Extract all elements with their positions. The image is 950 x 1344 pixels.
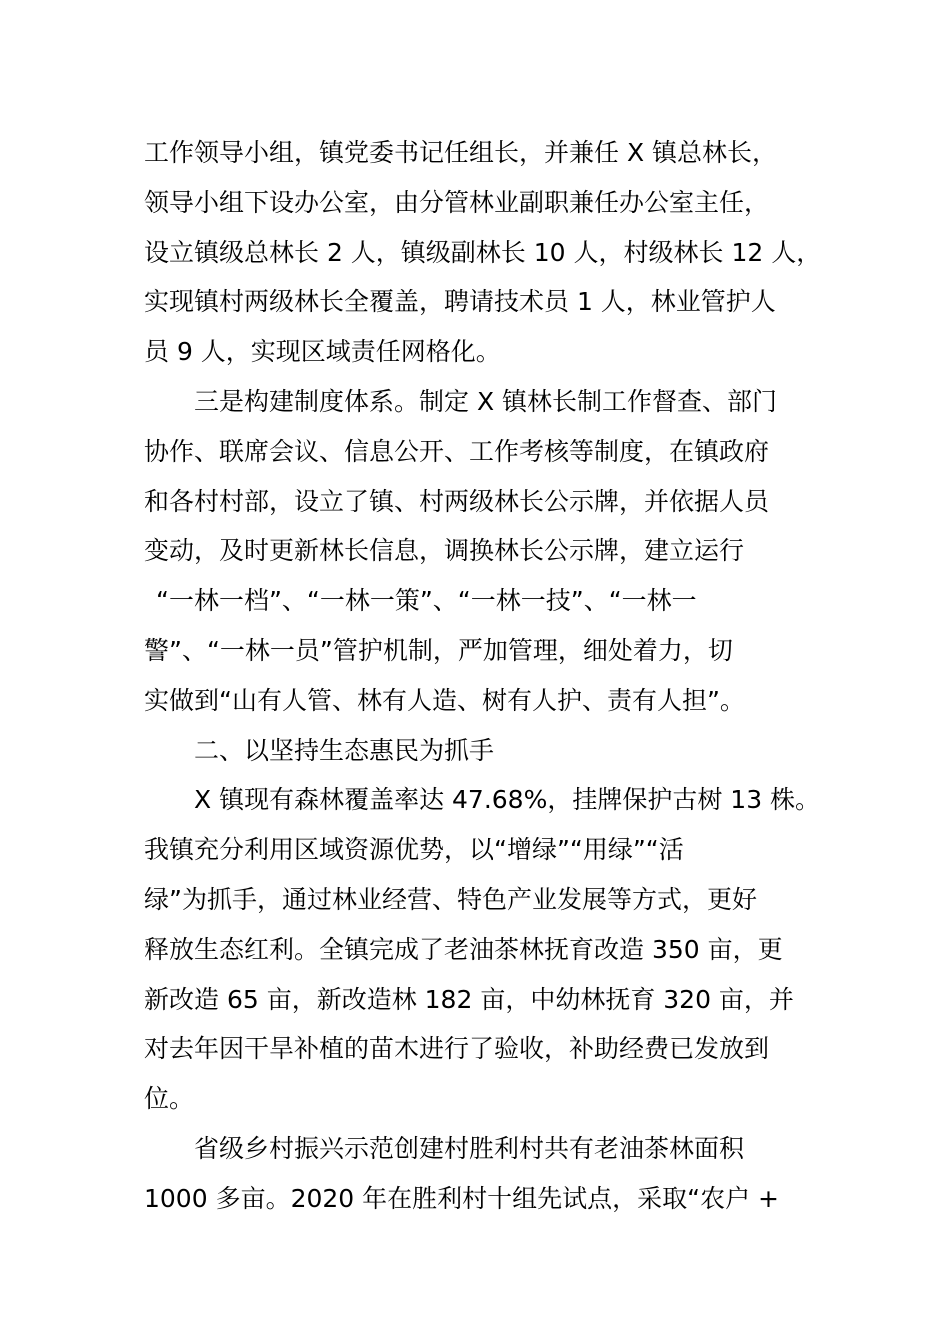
text-line: 释放生态红利。全镇完成了老油茶林抚育改造 350 亩，更 <box>144 934 783 964</box>
text-line: 设立镇级总林长 2 人，镇级副林长 10 人，村级林长 12 人， <box>144 237 822 267</box>
paragraph-start-line: X 镇现有森林覆盖率达 47.68%，挂牌保护古树 13 株。 <box>194 785 821 815</box>
text-line: 1000 多亩。2020 年在胜利村十组先试点，采取“农户 + <box>144 1183 779 1213</box>
text-line: 协作、联席会议、信息公开、工作考核等制度，在镇政府 <box>144 436 770 466</box>
text-line: 我镇充分利用区域资源优势，以“增绿”“用绿”“活 <box>144 835 684 865</box>
text-line: 绿”为抓手，通过林业经营、特色产业发展等方式，更好 <box>144 884 757 914</box>
body-text <box>144 128 844 1224</box>
text-line: 领导小组下设办公室，由分管林业副职兼任办公室主任， <box>144 187 770 217</box>
text-line: 工作领导小组，镇党委书记任组长，并兼任 X 镇总林长， <box>144 138 778 167</box>
text-line: 新改造 65 亩，新改造林 182 亩，中幼林抚育 320 亩，并 <box>144 984 794 1014</box>
paragraph-start-line: 三是构建制度体系。制定 X 镇林长制工作督查、部门 <box>194 386 778 416</box>
text-line: 实现镇村两级林长全覆盖，聘请技术员 1 人，林业管护人 <box>144 287 776 317</box>
text-line: 实做到“山有人管、林有人造、树有人护、责有人担”。 <box>144 685 745 715</box>
text-line: “一林一档”、“一林一策”、“一林一技”、“一林一 <box>156 586 697 616</box>
text-line: 员 9 人，实现区域责任网格化。 <box>144 337 501 367</box>
text-line: 对去年因干旱补植的苗木进行了验收，补助经费已发放到 <box>144 1034 770 1064</box>
text-line: 变动，及时更新林长信息，调换林长公示牌，建立运行 <box>144 536 745 566</box>
text-line: 和各村村部，设立了镇、村两级林长公示牌，并依据人员 <box>144 486 770 516</box>
paragraph-start-line: 省级乡村振兴示范创建村胜利村共有老油茶林面积 <box>194 1133 745 1163</box>
text-line: 位。 <box>144 1084 195 1114</box>
section-heading: 二、以坚持生态惠民为抓手 <box>194 735 495 765</box>
text-line: 警”、“一林一员”管护机制，严加管理，细处着力，切 <box>144 635 733 665</box>
